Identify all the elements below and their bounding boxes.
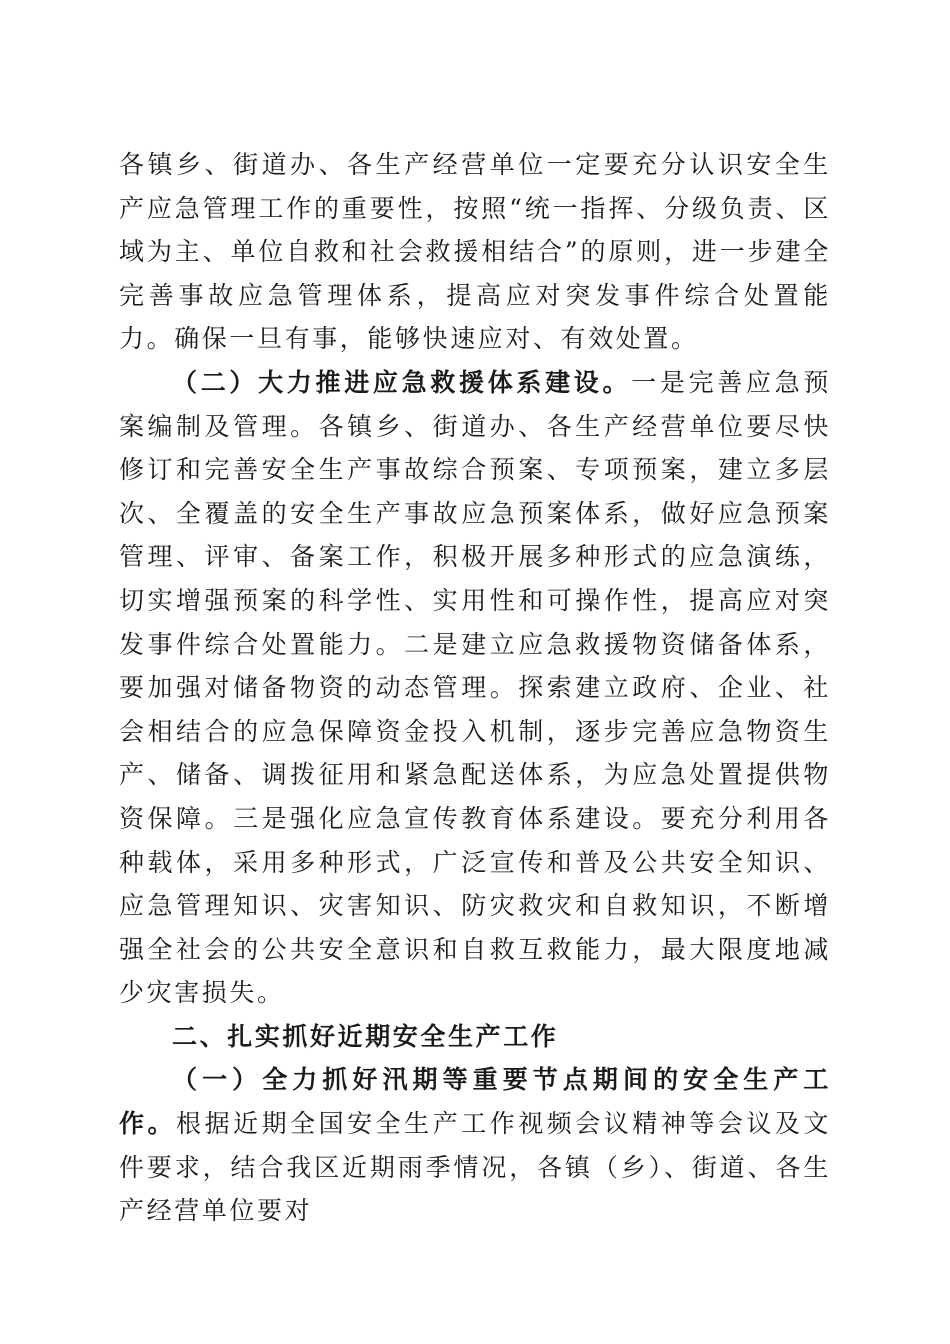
paragraph-emergency-management [119, 143, 831, 361]
paragraph-text: 根据近期全国安全生产工作视频会议精神等会议及文件要求，结合我区近期雨季情况，各镇（乡）、街道、各生产经营单位要对 [119, 1109, 832, 1226]
paragraph-text: 一是完善应急预案编制及管理。各镇乡、街道办、各生产经营单位要尽快修订和完善安全生产事故综合预案、专项预案，建立多层次、全覆盖的安全生产事故应急预案体系，做好应急预案管理、评审、备案工作，积极开展多种形式的应急演练，切实增强预案的科学性、实用性和可操作性，提高应对突发事件综合处置能力。二是建立应急救援物资储备体系，要加强对储备物资的动态管理。探索建立政府、企业、社会相结合的应急保障资金投入机制，逐步完善应急物资生产、储备、调拨征用和紧急配送体系，为应急处置提供物资保障。三是强化应急宣传教育体系建设。要充分利用各种载体，采用多种形式，广泛宣传和普及公共安全知识、应急管理知识、灾害知识、防灾救灾和自救知识，不断增强全社会的公共安全意识和自救互救能力，最大限度地减少灾害损失。 [119, 367, 832, 1008]
paragraph-rescue-system [119, 361, 831, 1015]
paragraph-lead: （二）大力推进应急救援体系建设。 [172, 367, 632, 397]
section-heading: 二、扎实抓好近期安全生产工作 [172, 1021, 559, 1051]
paragraph-flood-season [119, 1058, 831, 1232]
paragraph-text: 各镇乡、街道办、各生产经营单位一定要充分认识安全生产应急管理工作的重要性，按照“统一指挥、分级负责、区域为主、单位自救和社会救援相结合”的原则，进一步建全完善事故应急管理体系，提高应对突发事件综合处置能力。确保一旦有事，能够快速应对、有效处置。 [119, 150, 831, 354]
document-body [119, 143, 831, 1233]
paragraph-lead: （一）全力抓好汛期等重要节点期间的安全生产工作。 [119, 1065, 831, 1139]
